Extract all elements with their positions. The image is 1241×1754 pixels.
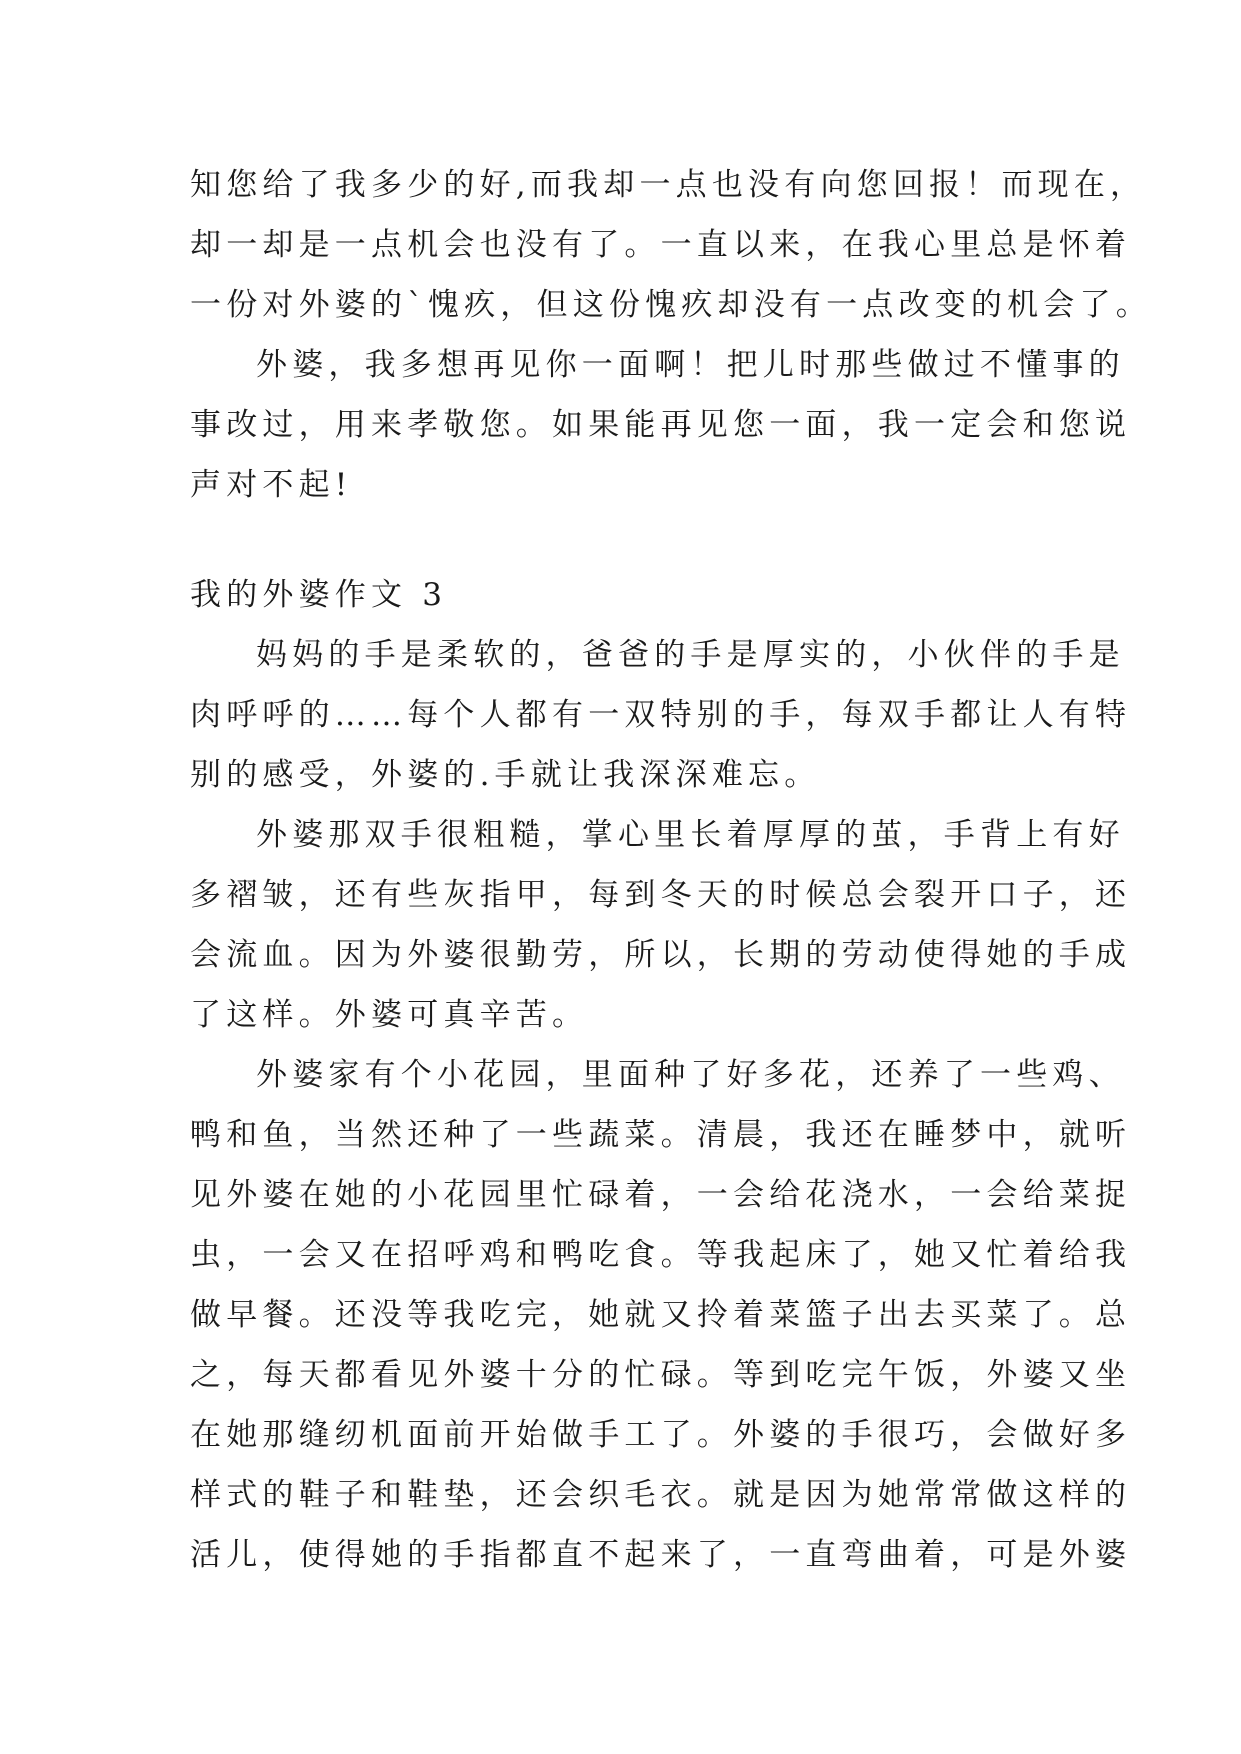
text-line: 肉呼呼的……每个人都有一双特别的手，每双手都让人有特 [190,697,1132,733]
text-line: 做早餐。还没等我吃完，她就又拎着菜篮子出去买菜了。总 [190,1297,1132,1333]
text-line: 声对不起! [190,467,353,503]
paragraph-start-line: 妈妈的手是柔软的，爸爸的手是厚实的，小伙伴的手是 [256,637,1125,673]
paragraph-start-line: 外婆家有个小花园，里面种了好多花，还养了一些鸡、 [256,1057,1125,1093]
text-line: 见外婆在她的小花园里忙碌着，一会给花浇水，一会给菜捉 [190,1177,1132,1213]
text-line: 活儿，使得她的手指都直不起来了，一直弯曲着，可是外婆 [190,1537,1132,1573]
section-heading: 我的外婆作文 3 [190,577,448,613]
text-line: 样式的鞋子和鞋垫，还会织毛衣。就是因为她常常做这样的 [190,1477,1132,1513]
text-line: 别的感受，外婆的.手就让我深深难忘。 [190,757,821,793]
text-line: 却一却是一点机会也没有了。一直以来，在我心里总是怀着 [190,227,1132,263]
text-line: 鸭和鱼，当然还种了一些蔬菜。清晨，我还在睡梦中，就听 [190,1117,1132,1153]
paragraph-start-line: 外婆，我多想再见你一面啊！把儿时那些做过不懂事的 [256,347,1125,383]
text-line: 了这样。外婆可真辛苦。 [190,997,589,1033]
text-line: 知您给了我多少的好,而我却一点也没有向您回报！而现在， [190,167,1147,203]
text-line: 多褶皱，还有些灰指甲，每到冬天的时候总会裂开口子，还 [190,877,1132,913]
text-line: 事改过，用来孝敬您。如果能再见您一面，我一定会和您说 [190,407,1132,443]
paragraph-start-line: 外婆那双手很粗糙，掌心里长着厚厚的茧，手背上有好 [256,817,1125,853]
text-line: 会流血。因为外婆很勤劳，所以，长期的劳动使得她的手成 [190,937,1132,973]
text-line: 之，每天都看见外婆十分的忙碌。等到吃完午饭，外婆又坐 [190,1357,1132,1393]
text-line: 虫，一会又在招呼鸡和鸭吃食。等我起床了，她又忙着给我 [190,1237,1132,1273]
text-line: 一份对外婆的`愧疚，但这份愧疚却没有一点改变的机会了。 [190,287,1152,323]
text-line: 在她那缝纫机面前开始做手工了。外婆的手很巧，会做好多 [190,1417,1132,1453]
